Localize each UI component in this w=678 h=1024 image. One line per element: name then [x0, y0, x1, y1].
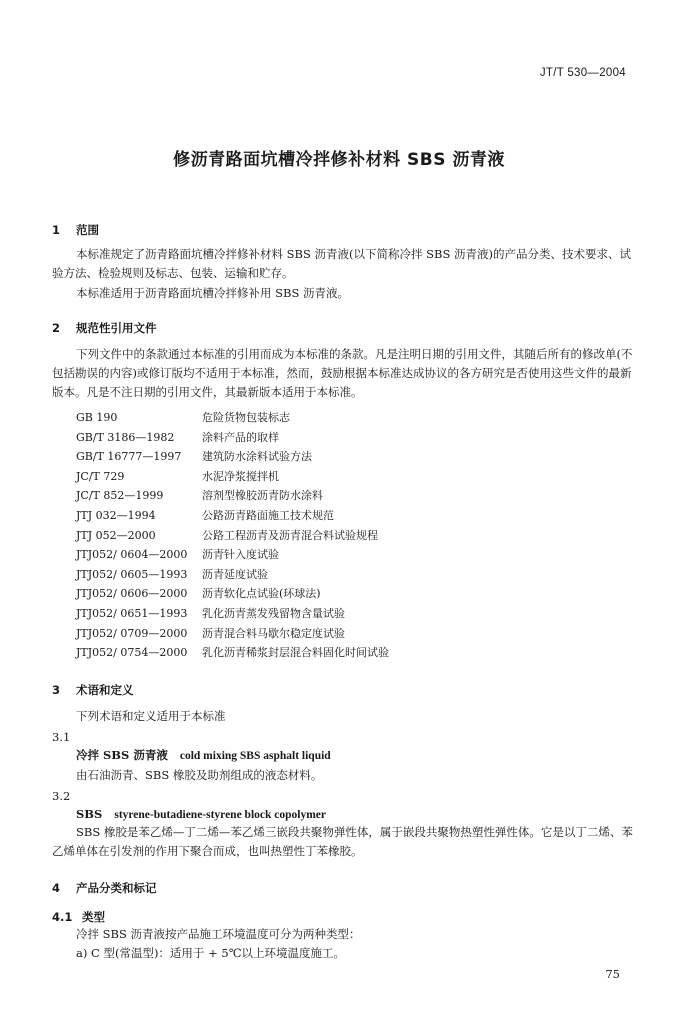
standard-code: JT/T 530—2004 — [539, 67, 626, 79]
reference-code: JTJ052/ 0754—2000 — [76, 646, 188, 660]
page-number: 75 — [605, 967, 620, 981]
reference-row — [76, 625, 389, 645]
reference-name: 沥青混合料马歇尔稳定度试验 — [202, 626, 345, 640]
section-1-paragraph-2: 本标准适用于沥青路面坑槽冷拌修补用 SBS 沥青液。 — [76, 286, 350, 300]
reference-name: 涂料产品的取样 — [202, 430, 279, 444]
term-3-1-definition: 由石油沥青、SBS 橡胶及助剂组成的液态材料。 — [76, 768, 323, 782]
term-3-2 — [76, 807, 326, 821]
reference-name: 公路沥青路面施工技术规范 — [202, 508, 334, 522]
section-3-intro: 下列术语和定义适用于本标准 — [76, 709, 226, 723]
clause-4-1-heading — [52, 909, 105, 925]
section-2-paragraph: 下列文件中的条款通过本标准的引用而成为本标准的条款。凡是注明日期的引用文件，其随后所有的修改单(不包括勘误的内容)或修订版均不适用于本标准，然而，鼓励根据本标准达成协议的各方研究是否使用这些文件的最新版本。凡是不注日期的引用文件，其最新版本适用于本标准。 — [52, 347, 633, 399]
reference-name: 乳化沥青稀浆封层混合料固化时间试验 — [202, 646, 389, 660]
reference-row — [76, 566, 389, 586]
reference-code: GB/T 3186—1982 — [76, 430, 175, 444]
reference-name: 沥青软化点试验(环球法) — [202, 587, 321, 601]
reference-code: JC/T 852—1999 — [76, 489, 164, 503]
reference-row — [76, 527, 389, 547]
term-english: cold mixing SBS asphalt liquid — [179, 750, 331, 762]
clause-4-1-text: 冷拌 SBS 沥青液按产品施工环境温度可分为两种类型： — [76, 927, 361, 941]
reference-name: 沥青针入度试验 — [202, 548, 279, 562]
section-title: 产品分类和标记 — [76, 881, 157, 895]
reference-name: 沥青延度试验 — [202, 567, 268, 581]
reference-name: 水泥净浆搅拌机 — [202, 469, 279, 483]
reference-code: GB 190 — [76, 411, 118, 424]
term-chinese: SBS — [76, 807, 103, 821]
reference-name: 溶剂型橡胶沥青防水涂料 — [202, 489, 323, 503]
section-number: 2 — [52, 321, 61, 335]
section-2-heading — [52, 320, 157, 336]
reference-row — [76, 409, 389, 429]
reference-code: JTJ052/ 0651—1993 — [76, 606, 188, 620]
reference-code: GB/T 16777—1997 — [76, 450, 182, 464]
reference-code: JTJ 032—1994 — [76, 508, 156, 522]
clause-4-1-item-a: a) C 型(常温型)：适用于 + 5℃以上环境温度施工。 — [76, 946, 346, 960]
reference-name: 危险货物包装标志 — [202, 411, 290, 424]
section-title: 范围 — [76, 223, 99, 237]
section-number: 3 — [52, 683, 61, 697]
term-english: styrene-butadiene-styrene block copolymer — [114, 809, 327, 821]
section-1-paragraph-1: 本标准规定了沥青路面坑槽冷拌修补材料 SBS 沥青液(以下简称冷拌 SBS 沥青液)的产品分类、技术要求、试验方法、检验规则及标志、包装、运输和贮存。 — [52, 247, 632, 280]
clause-title: 类型 — [82, 910, 105, 924]
clause-number: 4.1 — [52, 910, 73, 924]
reference-row — [76, 585, 389, 605]
section-3-heading — [52, 682, 134, 698]
section-4-heading — [52, 880, 157, 896]
reference-row — [76, 546, 389, 566]
section-number: 1 — [52, 223, 61, 237]
section-1-heading — [52, 222, 99, 238]
section-number: 4 — [52, 881, 61, 895]
reference-row — [76, 487, 389, 507]
reference-row — [76, 468, 389, 488]
clause-3-1-number: 3.1 — [52, 730, 71, 744]
reference-row — [76, 429, 389, 449]
document-title: 修沥青路面坑槽冷拌修补材料 SBS 沥青液 — [173, 150, 505, 170]
reference-name: 乳化沥青蒸发残留物含量试验 — [202, 606, 345, 620]
reference-code: JTJ052/ 0604—2000 — [76, 548, 188, 562]
reference-list — [76, 409, 389, 664]
reference-code: JTJ052/ 0709—2000 — [76, 626, 188, 640]
reference-code: JTJ 052—2000 — [76, 528, 156, 542]
reference-name: 建筑防水涂料试验方法 — [202, 450, 312, 464]
reference-code: JTJ052/ 0605—1993 — [76, 567, 188, 581]
clause-3-2-number: 3.2 — [52, 789, 71, 803]
reference-code: JC/T 729 — [76, 469, 125, 483]
reference-row — [76, 605, 389, 625]
reference-row — [76, 448, 389, 468]
reference-code: JTJ052/ 0606—2000 — [76, 587, 188, 601]
section-title: 术语和定义 — [76, 683, 134, 697]
reference-row — [76, 507, 389, 527]
reference-row — [76, 644, 389, 664]
term-3-1 — [76, 747, 331, 763]
term-chinese: 冷拌 SBS 沥青液 — [76, 748, 168, 762]
reference-name: 公路工程沥青及沥青混合料试验规程 — [202, 528, 378, 542]
term-3-2-definition: SBS 橡胶是苯乙烯—丁二烯—苯乙烯三嵌段共聚物弹性体，属于嵌段共聚物热塑性弹性体。它是以丁二烯、苯乙烯单体在引发剂的作用下聚合而成，也叫热塑性丁苯橡胶。 — [52, 825, 633, 858]
section-title: 规范性引用文件 — [76, 321, 157, 335]
